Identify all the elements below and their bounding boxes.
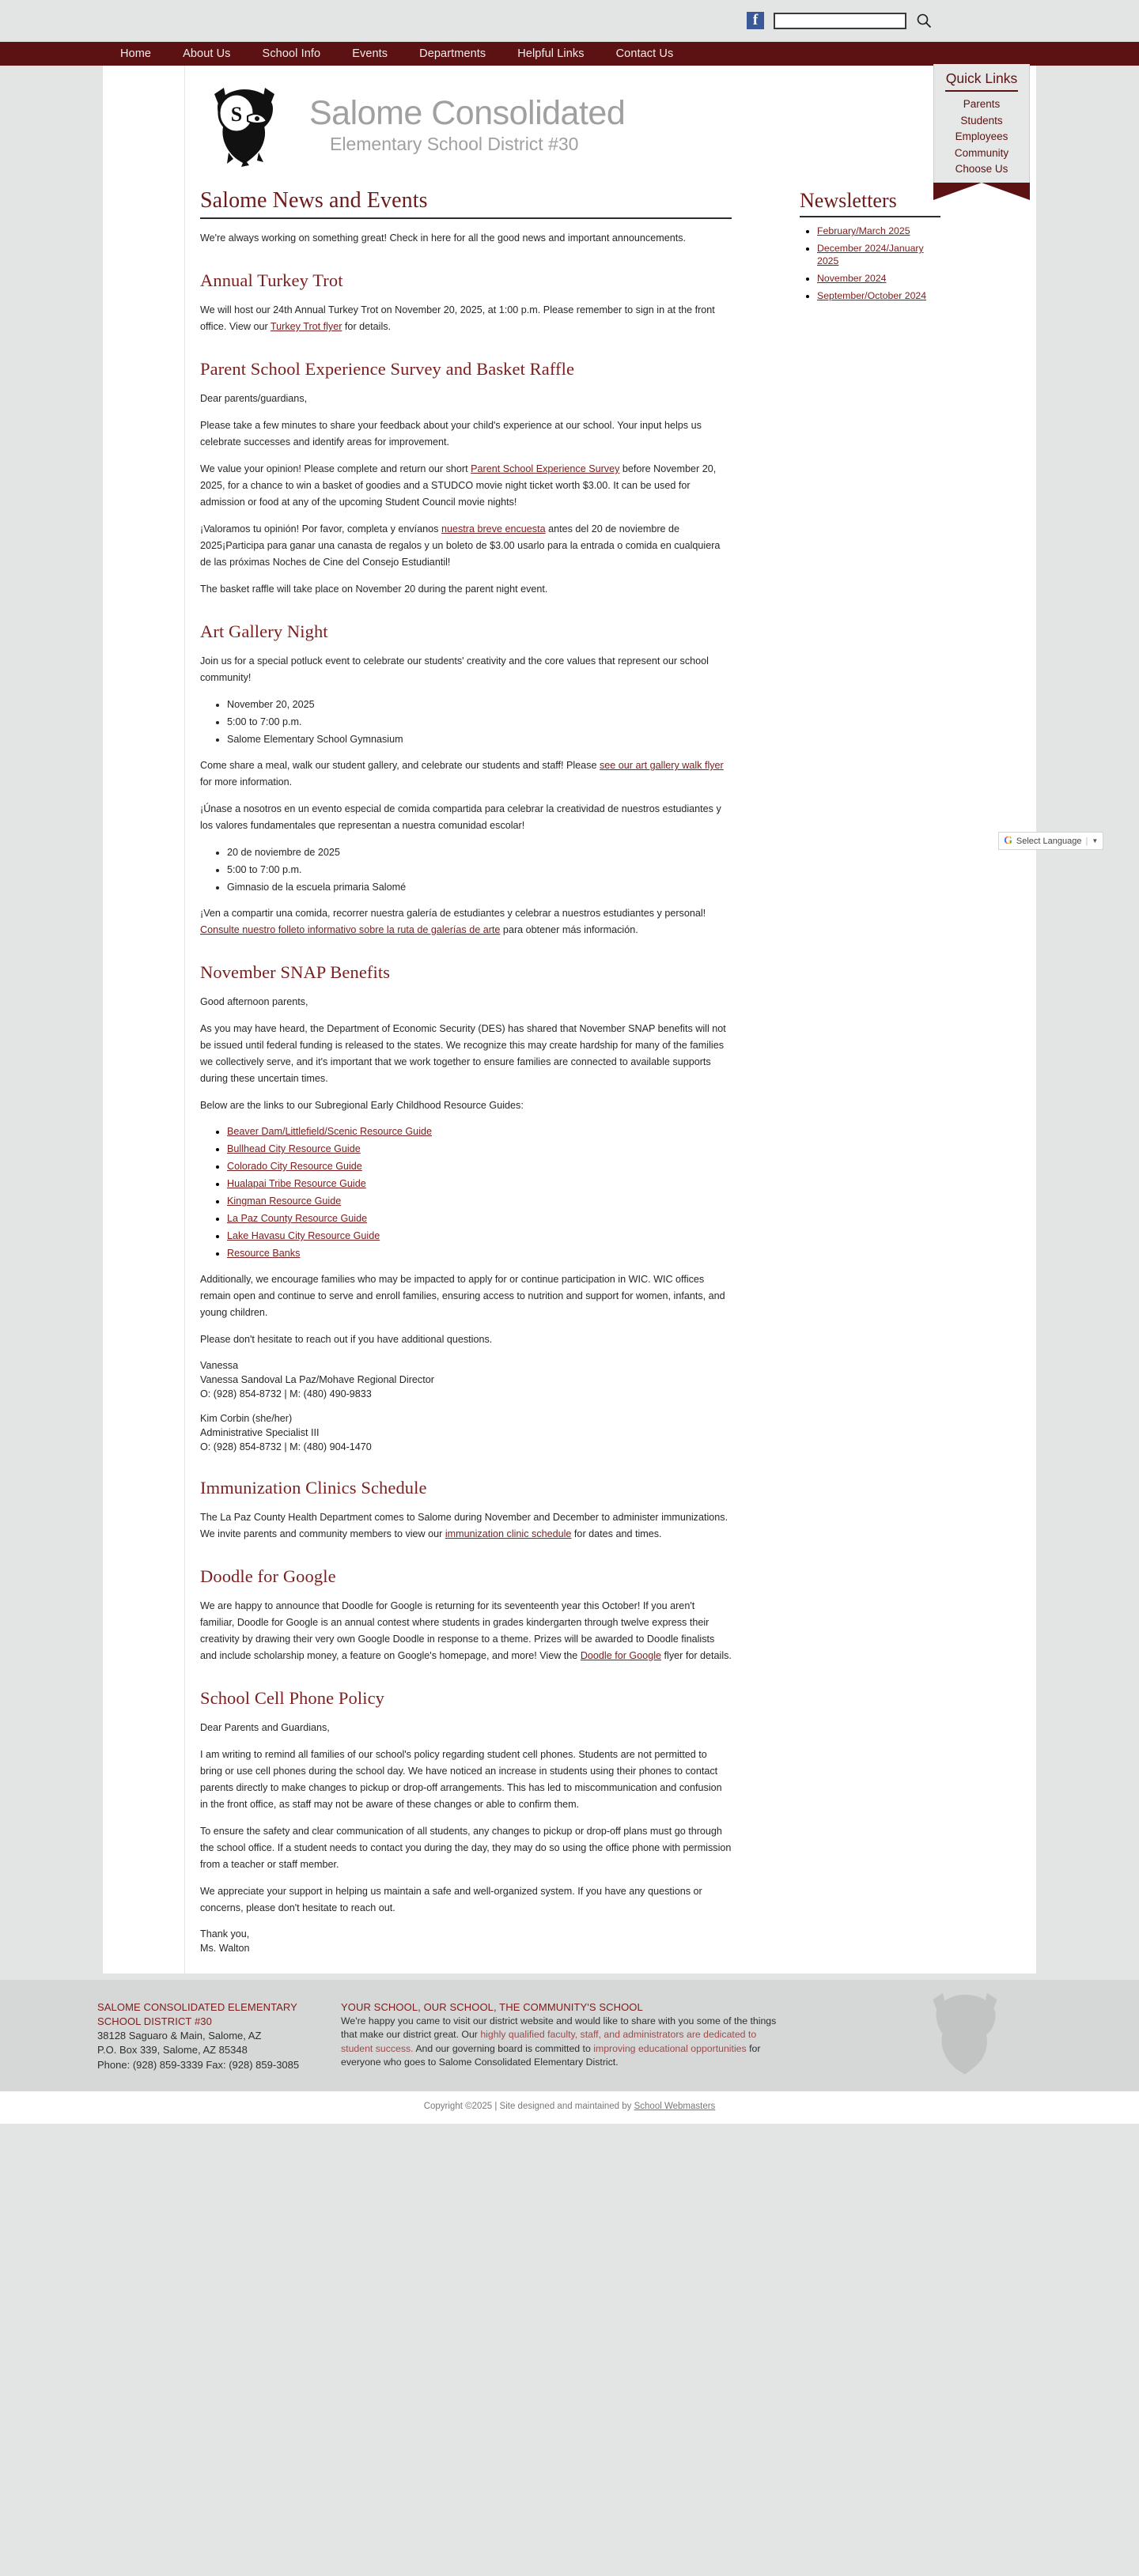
mission-part-a: We're happy you came to visit our district website and would like to share with you some of the things that make our district great. Our (341, 2015, 777, 2040)
school-subtitle: Elementary School District #30 (330, 134, 579, 154)
article-paragraph-link[interactable]: nuestra breve encuesta (441, 523, 546, 534)
list-item: • 5:00 to 7:00 p.m. (227, 862, 732, 878)
nav-item-helpful-links[interactable]: Helpful Links (517, 47, 585, 60)
main-content-column (200, 188, 754, 1966)
article-title: Doodle for Google (200, 1566, 336, 1586)
article-title: Art Gallery Night (200, 621, 328, 641)
event-details-list-en (200, 697, 732, 747)
signature-line: Kim Corbin (she/her) (200, 1412, 293, 1424)
list-item (227, 1194, 732, 1209)
article-paragraph-text-a: ¡Ven a compartir una comida, recorrer nuestra galería de estudiantes y celebrar a nuestros estudiantes y personal! (200, 908, 706, 919)
resource-guide-link[interactable]: Kingman Resource Guide (227, 1195, 342, 1207)
list-item: • November 20, 2025 (227, 697, 732, 712)
list-item (227, 1177, 732, 1192)
article-paragraph: Below are the links to our Subregional Early Childhood Resource Guides: (200, 1100, 524, 1111)
list-item (227, 1124, 732, 1139)
article-title: School Cell Phone Policy (200, 1687, 385, 1708)
article-paragraph: Please take a few minutes to share your feedback about your child's experience at our school. Your input helps us celebrate successes and identify areas for improvement. (200, 420, 702, 448)
signature-line: Ms. Walton (200, 1942, 250, 1954)
article-paragraph (200, 757, 732, 791)
list-item: • Salome Elementary School Gymnasium (227, 731, 732, 747)
sidebar-column (754, 188, 940, 307)
copyright-bar (0, 2091, 1139, 2124)
search-button[interactable] (913, 10, 935, 31)
article-paragraph-link[interactable]: Parent School Experience Survey (471, 463, 620, 474)
nav-item-school-info[interactable]: School Info (262, 47, 321, 60)
article-paragraph: As you may have heard, the Department of Economic Security (DES) has shared that November SNAP benefits will not be issued until federal funding is released to the states. We recognize this may create hardship for many of the families we collectively serve, and it's important that we work together to ensure families are connected to available supports during these uncertain times. (200, 1023, 726, 1084)
article-paragraph-text-a: ¡Valoramos tu opinión! Por favor, completa y envíanos (200, 523, 441, 534)
signature-line: Administrative Specialist III (200, 1426, 320, 1438)
quick-link-students[interactable]: Students (960, 114, 1003, 127)
article-paragraph-link[interactable]: Doodle for Google (580, 1649, 662, 1661)
translate-separator: | (1085, 836, 1088, 846)
article-paragraph-link[interactable]: Consulte nuestro folleto informativo sobre la ruta de galerías de arte (200, 924, 501, 935)
footer-district-name-line1: SALOME CONSOLIDATED ELEMENTARY (97, 2000, 297, 2013)
resource-guide-link-list (200, 1124, 732, 1261)
newsletter-item (817, 272, 940, 285)
article-paragraph: We appreciate your support in helping us maintain a safe and well-organized system. If you have any questions or concerns, please don't hesitate to reach out. (200, 1885, 702, 1913)
mission-part-b: And our governing board is committed to (413, 2042, 594, 2054)
mission-highlight-1: highly qualified faculty, staff, and administrators are dedicated to student success. (341, 2029, 757, 2054)
article-paragraph: Dear Parents and Guardians, (200, 1721, 330, 1733)
article-paragraph-text-b: before November 20, 2025, for a chance to win a basket of goodies and a STUDCO movie night ticket worth $3.00. It can be used for admission or food at any of the upcoming Student Council movie nights! (200, 463, 717, 508)
school-name: Salome Consolidated (309, 94, 626, 132)
article-paragraph-text-a: We will host our 24th Annual Turkey Trot on November 20, 2025, at 1:00 p.m. Please remember to sign in at the front office. View our (200, 304, 715, 332)
article-paragraph-link[interactable]: immunization clinic schedule (445, 1528, 572, 1539)
list-item: • Gimnasio de la escuela primaria Salomé (227, 879, 732, 895)
resource-guide-link[interactable]: Beaver Dam/Littlefield/Scenic Resource Guide (227, 1126, 432, 1137)
list-item (227, 1142, 732, 1157)
article-paragraph-text-b: for details. (342, 321, 392, 332)
article-paragraph: Join us for a special potluck event to celebrate our students' creativity and the core values that represent our school community! (200, 655, 709, 683)
newsletters-title: Newsletters (800, 189, 940, 217)
list-item: • 20 de noviembre de 2025 (227, 844, 732, 860)
signature-block (200, 1927, 732, 1955)
article-paragraph-text-a: We are happy to announce that Doodle for Google is returning for its seventeenth year this October! If you aren't familiar, Doodle for Google is an annual contest where students in grades kindergarten through twelve express their creativity by drawing their very own Google Doodle in response to a theme. Prizes will be awarded to Doodle finalists and include scholarship money, a feature on Google's homepage, and more! View the (200, 1600, 715, 1661)
svg-text:S: S (230, 103, 243, 126)
quick-link-parents[interactable]: Parents (963, 98, 1001, 110)
newsletter-link[interactable]: February/March 2025 (817, 225, 910, 236)
newsletter-item (817, 289, 940, 302)
nav-item-events[interactable]: Events (352, 47, 388, 60)
quick-link-choose-us[interactable]: Choose Us (955, 163, 1008, 175)
intro-paragraph: We're always working on something great! Check in here for all the good news and important announcements. (200, 232, 687, 244)
article-paragraph-text-b: for more information. (200, 776, 293, 788)
article-paragraph-text-a: We value your opinion! Please complete and return our short (200, 463, 471, 474)
newsletter-link[interactable]: September/October 2024 (817, 290, 927, 301)
article-paragraph-text-b: for dates and times. (571, 1528, 662, 1539)
mission-part-c: for everyone who goes to Salome Consolidated Elementary District. (341, 2042, 761, 2068)
nav-item-departments[interactable]: Departments (419, 47, 486, 60)
newsletter-link[interactable]: November 2024 (817, 273, 887, 284)
article-paragraph (200, 302, 732, 335)
article-title: November SNAP Benefits (200, 962, 391, 982)
top-utility-bar (0, 0, 1139, 41)
school-webmasters-link[interactable]: School Webmasters (634, 2102, 716, 2111)
resource-guide-link[interactable]: Resource Banks (227, 1248, 301, 1259)
nav-item-home[interactable]: Home (120, 47, 152, 60)
signature-line: Thank you, (200, 1928, 250, 1940)
article-title: Annual Turkey Trot (200, 270, 343, 290)
google-g-icon: G (1004, 834, 1012, 847)
signature-line: Vanessa Sandoval La Paz/Mohave Regional Director (200, 1373, 434, 1385)
nav-item-contact-us[interactable]: Contact Us (615, 47, 674, 60)
signature-block-1 (200, 1358, 732, 1401)
article-paragraph: ¡Únase a nosotros en un evento especial de comida compartida para celebrar la creatividad de nuestros estudiantes y los valores fundamentales que representan a nuestra comunidad escolar! (200, 803, 721, 831)
quick-links-ribbon-tail (933, 183, 1030, 200)
footer-mission-block (341, 2000, 784, 2073)
article-paragraph: Additionally, we encourage families who may be impacted to apply for or continue participation in WIC. WIC offices remain open and continue to serve and enroll families, ensuring access to nutrition and support for women, infants, and young children. (200, 1273, 725, 1318)
article-paragraph (200, 1509, 732, 1543)
newsletter-item (817, 225, 940, 237)
quick-links-panel (933, 64, 1030, 200)
article-paragraph: Dear parents/guardians, (200, 393, 308, 404)
article-paragraph-text-b: antes del 20 de noviembre de 2025¡Participa para ganar una canasta de regalos y un boleto de $3.00 usarlo para la entrada o comida en cualquiera de las próximas Noches de Cine del Consejo Estudiantil! (200, 523, 721, 568)
resource-guide-link[interactable]: Colorado City Resource Guide (227, 1161, 362, 1172)
resource-guide-link[interactable]: Lake Havasu City Resource Guide (227, 1230, 380, 1241)
list-item (227, 1229, 732, 1244)
search-input[interactable] (774, 13, 906, 29)
quick-link-employees[interactable]: Employees (955, 130, 1008, 142)
article-list (200, 270, 732, 1955)
footer-address-1: 38128 Saguaro & Main, Salome, AZ (97, 2029, 262, 2042)
article-paragraph: To ensure the safety and clear communication of all students, any changes to pickup or drop-off plans must go through the school office. If a student needs to contact you during the day, they may do so using the office phone with permission from a teacher or staff member. (200, 1825, 732, 1870)
article-paragraph-link[interactable]: see our art gallery walk flyer (599, 760, 724, 771)
translate-label: Select Language (1016, 836, 1082, 846)
signature-line: O: (928) 854-8732 | M: (480) 490-9833 (200, 1388, 372, 1399)
signature-line: O: (928) 854-8732 | M: (480) 904-1470 (200, 1441, 372, 1452)
article-title: Immunization Clinics Schedule (200, 1477, 427, 1498)
facebook-icon[interactable]: f (747, 12, 764, 29)
article-paragraph-text-a: Come share a meal, walk our student gallery, and celebrate our students and staff! Please (200, 760, 600, 771)
article-paragraph (200, 1598, 732, 1664)
article-paragraph-text-a: The La Paz County Health Department comes to Salome during November and December to administer immunizations. We invite parents and community members to view our (200, 1511, 728, 1539)
article-paragraph (200, 461, 732, 511)
newsletter-link[interactable]: December 2024/January 2025 (817, 243, 924, 266)
signature-block-2 (200, 1411, 732, 1454)
chevron-down-icon: ▼ (1092, 837, 1099, 844)
article-paragraph: Good afternoon parents, (200, 996, 308, 1007)
site-footer (0, 1980, 1139, 2092)
footer-address-2: P.O. Box 339, Salome, AZ 85348 (97, 2044, 248, 2056)
footer-tagline: YOUR SCHOOL, OUR SCHOOL, THE COMMUNITY'S SCHOOL (341, 2000, 643, 2013)
event-details-list-es (200, 844, 732, 895)
article-paragraph: Please don't hesitate to reach out if you have additional questions. (200, 1333, 493, 1345)
article-title: Parent School Experience Survey and Basket Raffle (200, 359, 575, 379)
footer-phone-fax: Phone: (928) 859-3339 Fax: (928) 859-3085 (97, 2058, 300, 2071)
search-icon (916, 13, 932, 28)
article-paragraph (200, 905, 732, 939)
signature-line: Vanessa (200, 1359, 239, 1371)
resource-guide-link[interactable]: Hualapai Tribe Resource Guide (227, 1178, 366, 1189)
newsletter-item (817, 242, 940, 267)
article-paragraph-text-b: para obtener más información. (500, 924, 638, 935)
list-item (227, 1211, 732, 1226)
wildcat-mascot-logo (200, 83, 289, 168)
footer-district-name-line2: SCHOOL DISTRICT #30 (97, 2015, 212, 2027)
footer-address-block (97, 2000, 309, 2073)
page-title: Salome News and Events (200, 188, 732, 219)
resource-guide-link[interactable]: Bullhead City Resource Guide (227, 1143, 361, 1154)
list-item (227, 1159, 732, 1174)
mission-highlight-2: improving educational opportunities (593, 2042, 747, 2054)
quick-links-title: Quick Links (945, 70, 1018, 92)
list-item: • 5:00 to 7:00 p.m. (227, 714, 732, 730)
newsletter-list (800, 225, 940, 302)
copyright-text: Copyright ©2025 | Site designed and maintained by (423, 2102, 634, 2111)
masthead (103, 66, 1036, 180)
resource-guide-link[interactable]: La Paz County Resource Guide (227, 1213, 368, 1224)
nav-item-about-us[interactable]: About Us (183, 47, 231, 60)
article-paragraph: I am writing to remind all families of our school's policy regarding student cell phones. Students are not permitted to bring or use cell phones during the school day. We have noticed an increase in students using their phones to contact parents directly to make changes to pickup or drop-off arrangements. This has led to miscommunication and confusion in the front office, as staff may not be aware of these changes or able to confirm them. (200, 1748, 722, 1810)
list-item (227, 1246, 732, 1261)
page-container (103, 66, 1036, 1974)
footer-mission-text (341, 2015, 784, 2070)
google-translate-widget[interactable] (998, 832, 1103, 850)
article-paragraph (200, 521, 732, 571)
article-paragraph-text-b: flyer for details. (661, 1649, 732, 1661)
article-paragraph: The basket raffle will take place on November 20 during the parent night event. (200, 584, 548, 595)
quick-link-community[interactable]: Community (954, 146, 1009, 159)
article-paragraph-link[interactable]: Turkey Trot flyer (270, 321, 342, 332)
